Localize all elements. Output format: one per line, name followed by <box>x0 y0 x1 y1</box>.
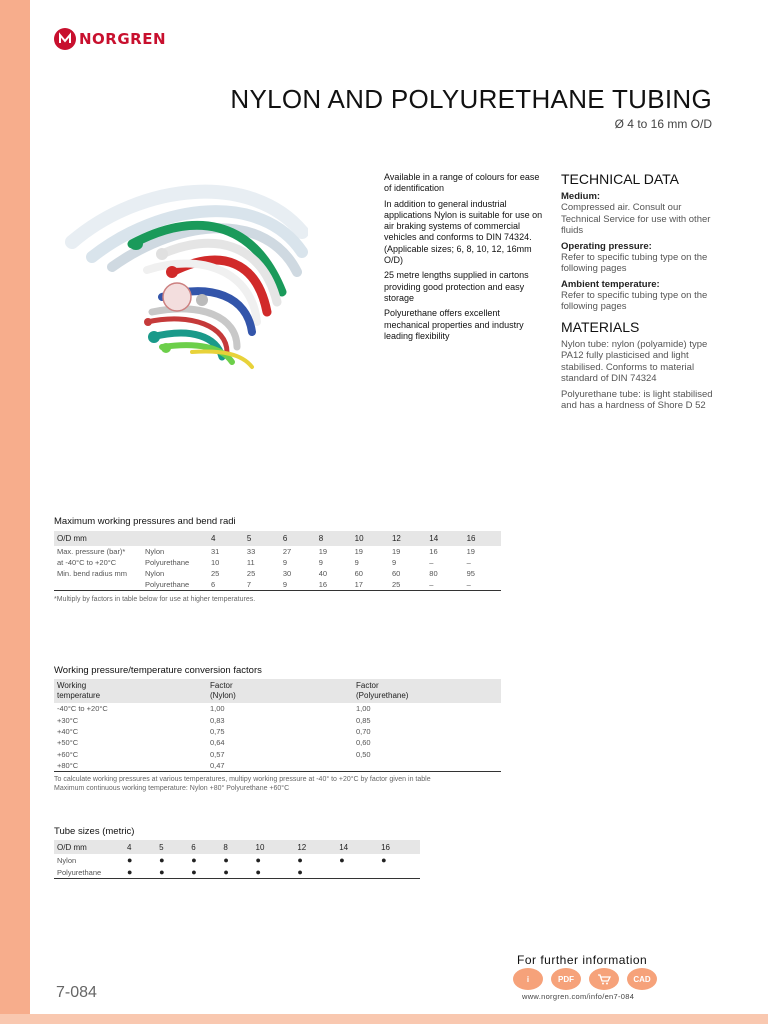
max-temperature-note: Maximum continuous working temperature: Nylon +80° Polyurethane +60°C <box>54 785 290 792</box>
table-row <box>54 703 501 714</box>
availability-dot: ● <box>339 855 345 865</box>
table-cell: +60°C <box>57 749 79 759</box>
table-cell: +80°C <box>54 760 207 772</box>
table-row <box>54 749 501 760</box>
table-cell <box>353 760 501 772</box>
brand-name: NORGREN <box>79 30 167 48</box>
table-cell: Nylon <box>145 547 165 556</box>
table-cell: +50°C <box>57 738 79 748</box>
materials-polyurethane: Polyurethane tube: is light stabilised and has a hardness of Shore D 52 <box>561 388 713 411</box>
table-cell: 19 <box>466 547 475 556</box>
table-header-cell: 12 <box>294 840 336 854</box>
table-cell: 7 <box>244 579 280 591</box>
table-cell: 0,50 <box>356 749 371 759</box>
table-cell: 60 <box>391 569 401 578</box>
table-cell: Max. pressure (bar)* <box>57 547 126 556</box>
availability-dot: ● <box>159 855 165 865</box>
pressures-table-title: Maximum working pressures and bend radi <box>54 516 236 527</box>
table-row <box>54 854 420 866</box>
table-header-cell: 6 <box>280 531 316 546</box>
table-cell: 19 <box>354 547 363 556</box>
materials-heading: MATERIALS <box>561 318 640 335</box>
intro-paragraph: Polyurethane offers excellent mechanical properties and industry leading flexibility <box>384 308 524 341</box>
table-header-row <box>54 840 420 854</box>
table-cell: 9 <box>318 558 323 567</box>
table-header-cell: Working temperature <box>54 679 207 703</box>
pdf-icon[interactable]: PDF <box>551 968 581 990</box>
table-cell: 60 <box>354 569 363 578</box>
table-header-cell: 4 <box>124 840 156 854</box>
table-cell: – <box>426 579 463 591</box>
cad-icon[interactable]: CAD <box>627 968 657 990</box>
table-cell: 0,60 <box>356 738 371 748</box>
table-row <box>54 714 501 725</box>
table-row <box>54 568 501 579</box>
table-cell: 0,83 <box>210 715 225 725</box>
table-cell: 27 <box>282 547 292 556</box>
table-cell: 95 <box>466 569 475 578</box>
table-cell: – <box>464 579 501 591</box>
intro-paragraph: Available in a range of colours for ease of identification <box>384 172 540 194</box>
table-header-cell: 12 <box>389 531 426 546</box>
materials-nylon: Nylon tube: nylon (polyamide) type PA12 fully plasticised and light stabilised. Conforms to material standard of DIN 74324 <box>561 338 708 384</box>
table-cell: 0,64 <box>210 738 225 748</box>
table-cell: 25 <box>246 569 256 578</box>
table-cell: 11 <box>246 558 255 567</box>
table-header-cell: 10 <box>253 840 295 854</box>
table-cell: 30 <box>282 569 292 578</box>
page-number: 7-084 <box>56 984 97 1001</box>
norgren-logo <box>54 28 166 50</box>
availability-dot <box>378 866 420 879</box>
table-cell: 9 <box>354 558 359 567</box>
further-information-heading: For further information <box>517 953 648 967</box>
sizes-table <box>54 840 420 879</box>
table-cell: 0,57 <box>210 749 225 759</box>
table-cell: Polyurethane <box>145 558 190 567</box>
table-header-cell: 14 <box>426 531 463 546</box>
table-cell: 25 <box>389 579 426 591</box>
ambient-temperature-label: Ambient temperature: <box>561 278 660 290</box>
availability-dot: ● <box>220 866 252 879</box>
table-cell: 0,47 <box>207 760 353 772</box>
availability-dot <box>336 866 378 879</box>
table-cell: 31 <box>211 547 220 556</box>
ambient-temperature-value: Refer to specific tubing type on the following pages <box>561 289 708 312</box>
table-cell: 0,70 <box>356 726 371 736</box>
product-intro <box>384 172 544 346</box>
conversion-table-title: Working pressure/temperature conversion factors <box>54 665 262 676</box>
table-header-cell: 16 <box>464 531 501 546</box>
table-cell: 9 <box>280 579 316 591</box>
intro-paragraph: In addition to general industrial applications Nylon is suitable for use on air braking systems of commercial vehicles and conforms to DIN 74324. (Applicable sizes; 6, 8, 10, 12, 16mm O/D) <box>384 198 543 266</box>
availability-dot: ● <box>124 866 156 879</box>
table-header-cell: 4 <box>208 531 244 546</box>
table-row <box>54 760 501 772</box>
pressures-table <box>54 531 501 591</box>
info-icons <box>513 968 657 990</box>
table-cell: +30°C <box>57 715 79 725</box>
availability-dot: ● <box>188 866 220 879</box>
table-row <box>54 726 501 737</box>
table-cell: 0,85 <box>356 715 371 725</box>
table-header-cell: 6 <box>188 840 220 854</box>
table-cell: Nylon <box>145 569 165 578</box>
intro-paragraph: 25 metre lengths supplied in cartons providing good protection and easy storage <box>384 270 529 303</box>
table-cell: Nylon <box>57 855 77 865</box>
sizes-table-title: Tube sizes (metric) <box>54 826 135 837</box>
table-cell: 10 <box>211 558 220 567</box>
info-url[interactable]: www.norgren.com/info/en7-084 <box>522 992 635 1001</box>
table-cell: 6 <box>208 579 244 591</box>
table-cell: 25 <box>211 569 220 578</box>
table-cell: – <box>429 558 434 567</box>
table-cell: 40 <box>318 569 328 578</box>
table-row <box>54 737 501 748</box>
bottom-color-band <box>0 1014 768 1024</box>
availability-dot: ● <box>191 855 197 865</box>
table-header-cell: 5 <box>156 840 188 854</box>
table-cell: 16 <box>316 579 352 591</box>
operating-pressure-value: Refer to specific tubing type on the following pages <box>561 251 708 274</box>
table-header-cell: 16 <box>378 840 420 854</box>
availability-dot: ● <box>381 855 387 865</box>
table-header-cell: O/D mm <box>54 531 142 546</box>
table-header-cell: 8 <box>316 531 352 546</box>
table-header-row <box>54 531 501 546</box>
availability-dot: ● <box>297 855 303 865</box>
info-icon[interactable]: i <box>513 968 543 990</box>
table-cell: Min. bend radius mm <box>57 569 128 578</box>
table-header-cell: O/D mm <box>54 840 124 854</box>
tubing-product-image <box>52 172 308 372</box>
table-header-cell: 14 <box>336 840 378 854</box>
table-cell: 17 <box>352 579 389 591</box>
table-header-cell <box>142 531 208 546</box>
table-cell: 16 <box>429 547 438 556</box>
norgren-logo-mark-icon <box>54 28 76 50</box>
table-cell: 9 <box>391 558 397 567</box>
table-row <box>54 546 501 557</box>
table-cell: 9 <box>282 558 287 567</box>
table-cell: at -40°C to +20°C <box>57 558 117 567</box>
table-cell: 33 <box>246 547 256 556</box>
page-subtitle: Ø 4 to 16 mm O/D <box>614 117 712 131</box>
table-header-row <box>54 679 501 703</box>
table-header-cell: Factor (Polyurethane) <box>353 679 501 703</box>
table-row <box>54 557 501 568</box>
technical-data-heading: TECHNICAL DATA <box>561 171 679 187</box>
conversion-table <box>54 679 501 772</box>
table-header-cell: Factor (Nylon) <box>207 679 353 703</box>
table-cell: 19 <box>391 547 401 556</box>
page-title: NYLON AND POLYURETHANE TUBING <box>230 84 712 114</box>
table-cell: – <box>466 558 471 567</box>
table-cell: 1,00 <box>210 704 225 714</box>
table-header-cell: 5 <box>244 531 280 546</box>
availability-dot: ● <box>127 855 133 865</box>
table-cell: -40°C to +20°C <box>57 704 108 714</box>
table-row <box>54 579 501 591</box>
table-header-cell: 10 <box>352 531 389 546</box>
availability-dot: ● <box>156 866 188 879</box>
table-cell: 1,00 <box>356 704 371 714</box>
medium-label: Medium: <box>561 191 601 202</box>
conversion-note: To calculate working pressures at various temperatures, multipy working pressure at -40° to +20°C by factor given in table <box>54 776 431 783</box>
table-row <box>54 866 420 879</box>
table-cell: +40°C <box>57 726 79 736</box>
table-cell: 0,75 <box>210 726 225 736</box>
availability-dot: ● <box>253 866 295 879</box>
cart-icon[interactable] <box>589 968 619 990</box>
operating-pressure-label: Operating pressure: <box>561 240 652 252</box>
table-cell: 80 <box>429 569 438 578</box>
table-cell <box>54 579 142 591</box>
technical-data-section <box>561 171 721 416</box>
availability-dot: ● <box>223 855 229 865</box>
pressures-table-note: *Multiply by factors in table below for use at higher temperatures. <box>54 596 256 603</box>
side-color-band <box>0 0 30 1024</box>
table-header-cell: 8 <box>220 840 252 854</box>
table-cell: Polyurethane <box>142 579 208 591</box>
table-cell: Polyurethane <box>54 866 124 879</box>
medium-value: Compressed air. Consult our Technical Service for use with other fluids <box>561 202 711 236</box>
table-cell: 19 <box>318 547 328 556</box>
availability-dot: ● <box>255 855 261 865</box>
availability-dot: ● <box>294 866 336 879</box>
